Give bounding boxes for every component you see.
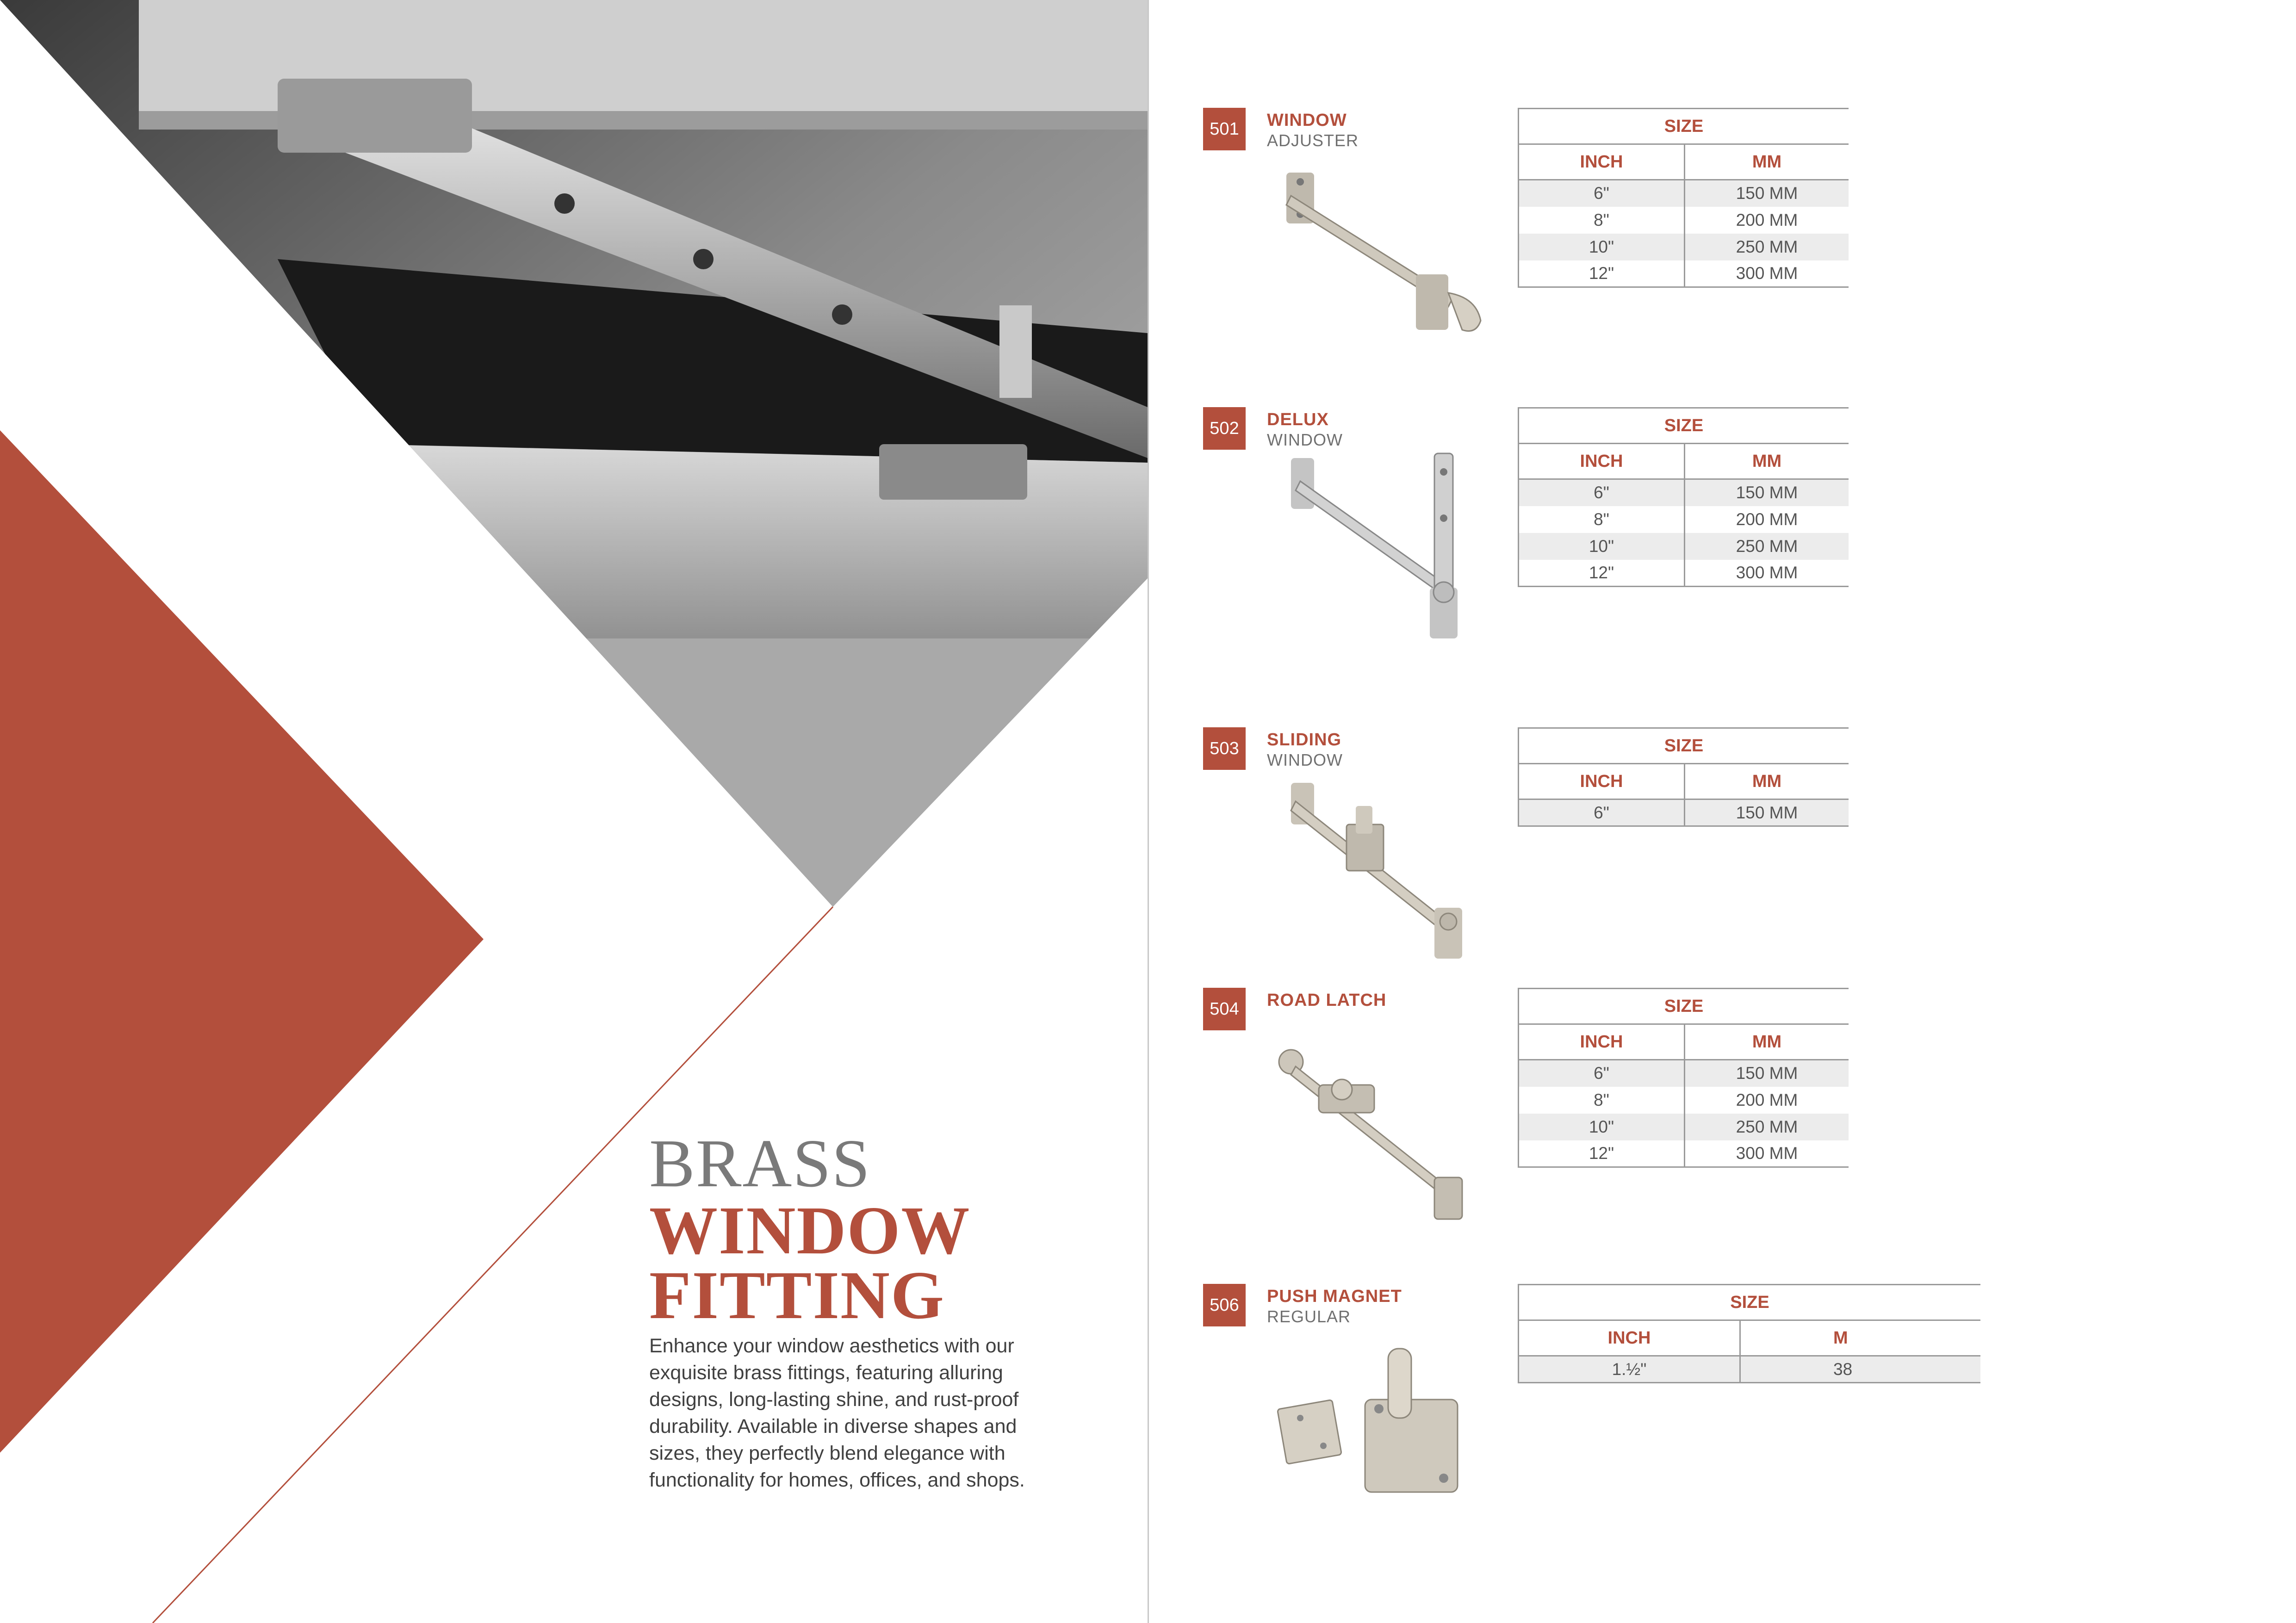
inch-header: INCH [1519,1024,1685,1060]
mm-header: MM [1685,444,1849,479]
table-row: 1.½" 38 [1519,1356,1981,1383]
table-row: 6" 150 MM [1519,180,1849,207]
table-row: 10" 250 MM [1519,234,1849,260]
product-subtitle: WINDOW [1267,430,1343,449]
table-row: 10" 250 MM [1519,1114,1849,1140]
mm-header: MM [1685,144,1849,180]
table-row: 6" 150 MM [1519,1060,1849,1087]
table-row: 12" 300 MM [1519,260,1849,287]
table-row: 6" 150 MM [1519,479,1849,506]
size-table [1518,407,1849,587]
table-row: 6" 150 MM [1519,799,1849,826]
delux-window-stay-image [1249,453,1490,648]
inch-header: INCH [1519,444,1685,479]
window-adjuster-image [1249,154,1490,348]
headline-line3: FITTING [649,1258,945,1333]
mm-header: M [1740,1320,1981,1356]
size-header: SIZE [1519,1285,1981,1320]
inch-header: INCH [1519,764,1685,799]
size-table [1518,727,1849,827]
push-magnet-image [1249,1330,1490,1524]
size-header: SIZE [1519,408,1849,444]
sliding-window-stay-image [1249,774,1490,968]
product-title: WINDOW [1267,111,1347,130]
product-title: DELUX [1267,410,1329,429]
headline-line2: WINDOW [649,1193,971,1269]
mm-header: MM [1685,764,1849,799]
table-row: 8" 200 MM [1519,506,1849,533]
size-table [1518,108,1849,288]
table-row: 10" 250 MM [1519,533,1849,560]
size-header: SIZE [1519,728,1849,764]
product-code-badge: 502 [1203,407,1246,450]
table-row: 8" 200 MM [1519,1087,1849,1114]
product-code-badge: 504 [1203,988,1246,1030]
product-code-badge: 501 [1203,108,1246,150]
size-table-clipped [1518,1284,1853,1469]
page-divider [1148,0,1149,1623]
product-title: ROAD LATCH [1267,991,1387,1010]
product-code-badge: 506 [1203,1284,1246,1326]
product-subtitle: WINDOW [1267,750,1343,769]
inch-header: INCH [1519,1320,1740,1356]
mm-header: MM [1685,1024,1849,1060]
headline-line1: BRASS [649,1126,871,1202]
inch-header: INCH [1519,144,1685,180]
size-table [1518,1284,1980,1383]
road-latch-image [1249,1034,1490,1228]
product-subtitle: ADJUSTER [1267,131,1359,150]
product-subtitle: REGULAR [1267,1307,1351,1326]
product-code-badge: 503 [1203,727,1246,770]
size-table [1518,988,1849,1168]
product-title: SLIDING [1267,730,1342,750]
description: Enhance your window aesthetics with our exquisite brass fittings, featuring alluring designs, long-lasting shine, and rust-proof durability. Available in diverse shapes and sizes, they perfectly blend elegance with functionality for homes, offices, and shops. [649,1335,1025,1491]
table-row: 12" 300 MM [1519,1140,1849,1167]
product-title: PUSH MAGNET [1267,1287,1402,1306]
table-row: 8" 200 MM [1519,207,1849,234]
headline [649,1126,1066,1333]
size-header: SIZE [1519,109,1849,144]
size-header: SIZE [1519,989,1849,1024]
table-row: 12" 300 MM [1519,560,1849,587]
